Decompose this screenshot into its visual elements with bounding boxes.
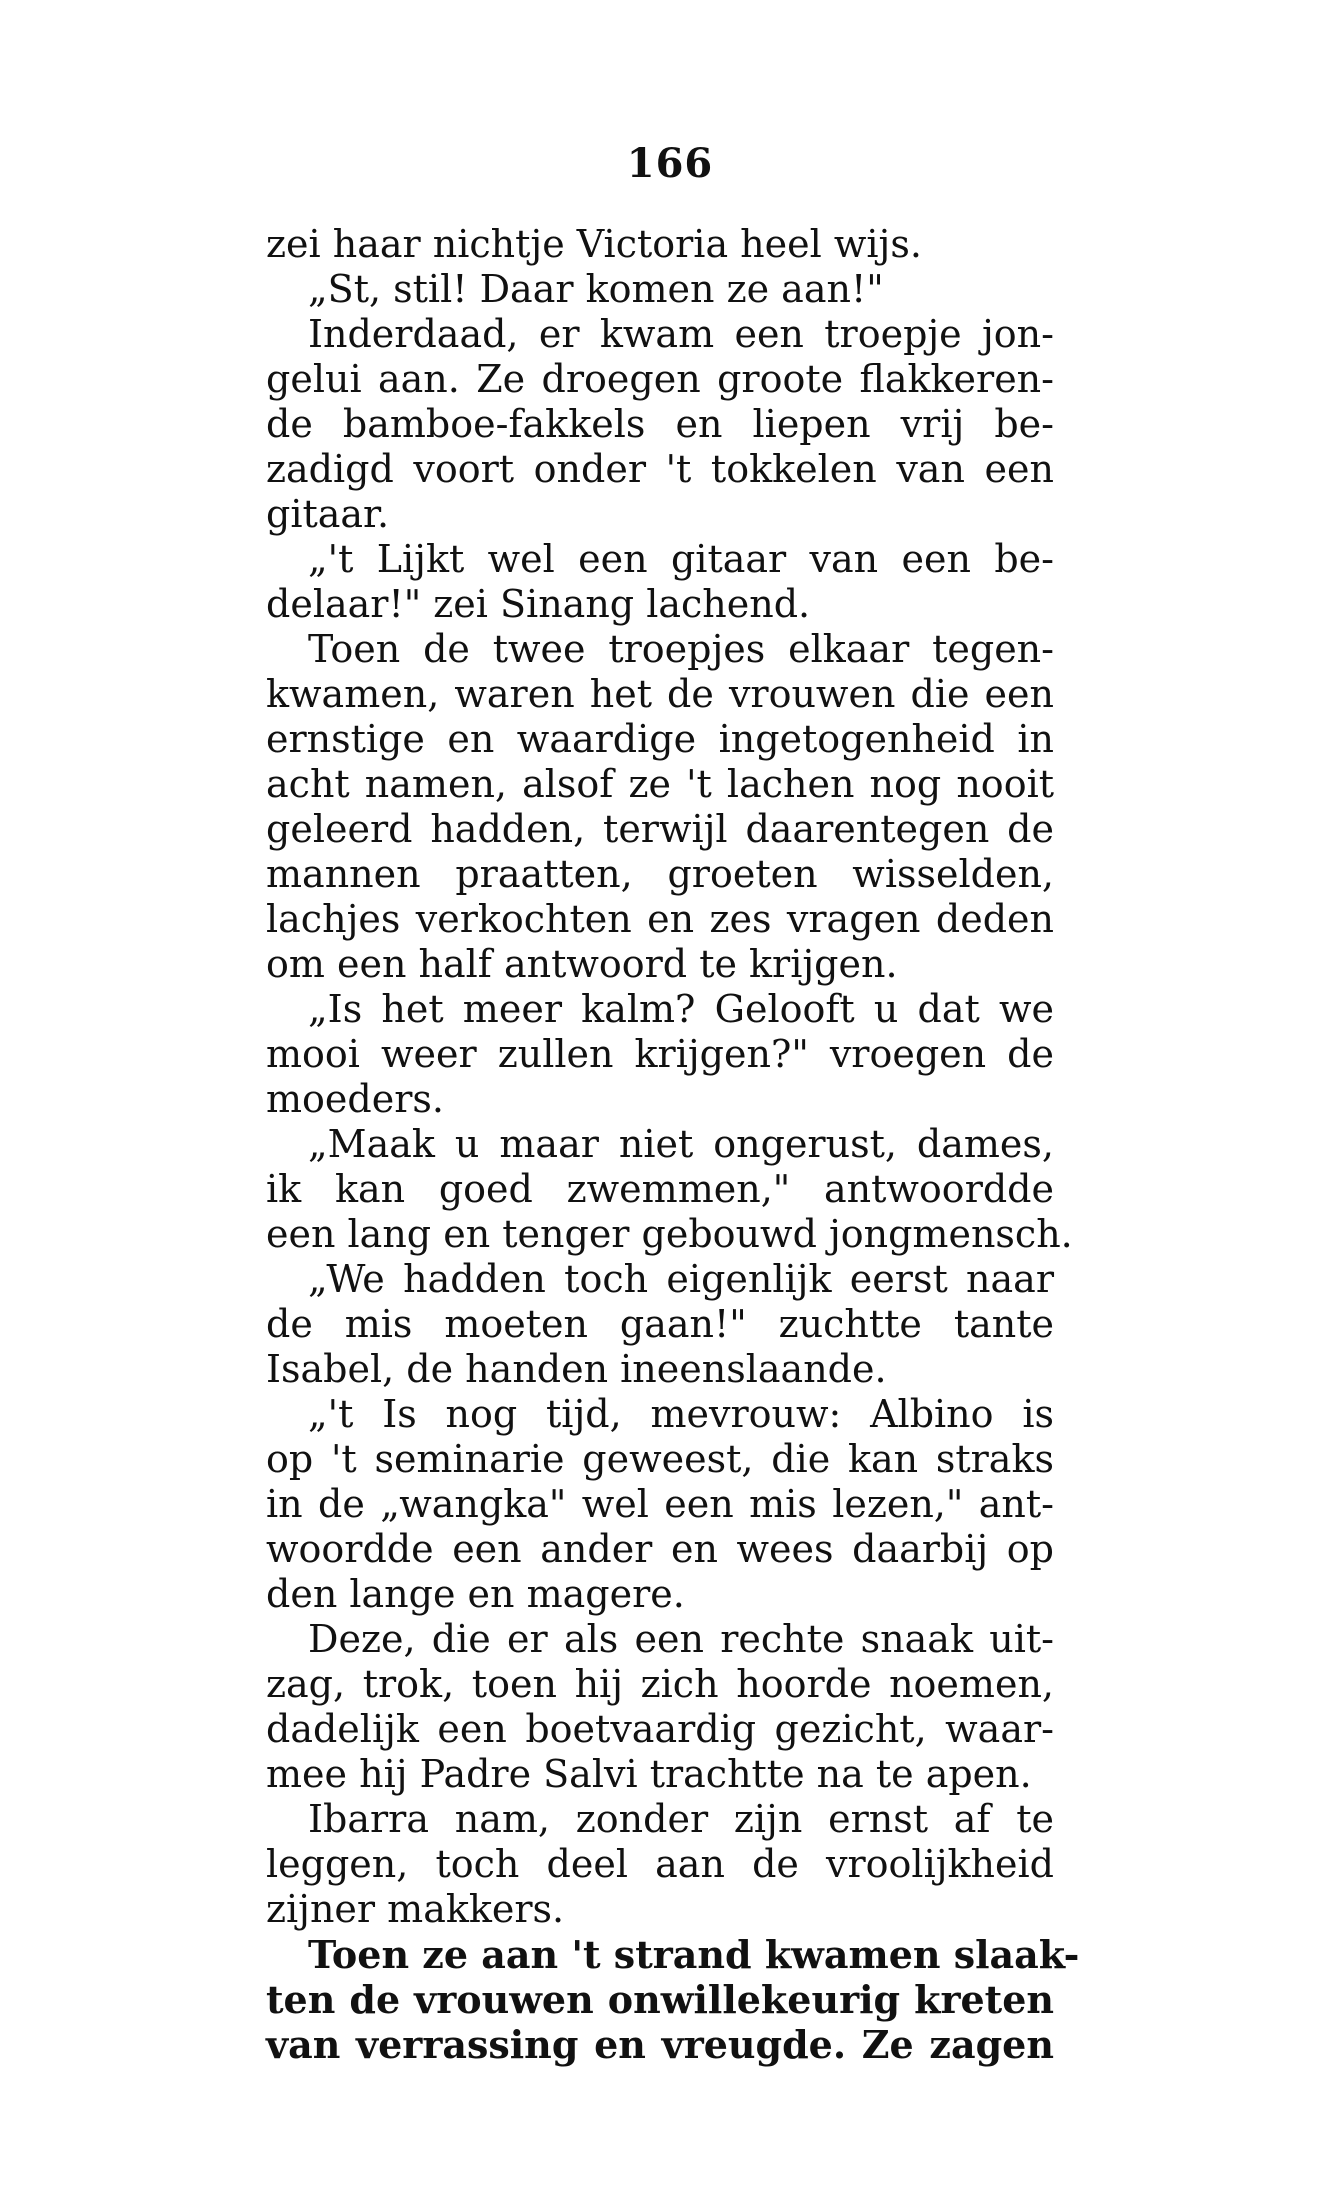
text-line: een lang en tenger gebouwd jongmensch. <box>266 1212 1073 1256</box>
text-line: mannen praatten, groeten wisselden, <box>266 852 1054 896</box>
text-line: Toen ze aan 't strand kwamen slaak- <box>308 1932 1080 1977</box>
text-line: om een half antwoord te krijgen. <box>266 942 898 986</box>
text-line: mooi weer zullen krijgen?" vroegen de <box>266 1032 1054 1076</box>
text-line: lachjes verkochten en zes vragen deden <box>266 897 1054 941</box>
page-number: 166 <box>626 140 714 187</box>
text-line: moeders. <box>266 1077 444 1121</box>
text-line: „Maak u maar niet ongerust, dames, <box>308 1122 1054 1166</box>
body-text <box>266 222 1080 2067</box>
text-line: Isabel, de handen ineenslaande. <box>266 1347 887 1391</box>
text-line: gitaar. <box>266 492 390 536</box>
text-line: zag, trok, toen hij zich hoorde noemen, <box>266 1662 1054 1706</box>
text-line: gelui aan. Ze droegen groote flakkeren- <box>266 357 1054 401</box>
text-line: „Is het meer kalm? Gelooft u dat we <box>308 987 1054 1031</box>
text-line: leggen, toch deel aan de vroolijkheid <box>266 1842 1054 1886</box>
text-line: de mis moeten gaan!" zuchtte tante <box>266 1302 1054 1346</box>
text-line: geleerd hadden, terwijl daarentegen de <box>266 807 1054 851</box>
text-line: zadigd voort onder 't tokkelen van een <box>266 447 1054 491</box>
text-line: „'t Lijkt wel een gitaar van een be- <box>308 537 1054 581</box>
text-line: zei haar nichtje Victoria heel wijs. <box>266 222 922 266</box>
text-line: dadelijk een boetvaardig gezicht, waar- <box>266 1707 1054 1751</box>
text-line: ernstige en waardige ingetogenheid in <box>266 717 1054 761</box>
text-line: Inderdaad, er kwam een troepje jon- <box>308 312 1054 356</box>
text-line: delaar!" zei Sinang lachend. <box>266 582 811 626</box>
text-line: den lange en magere. <box>266 1572 685 1616</box>
text-line: „We hadden toch eigenlijk eerst naar <box>308 1257 1054 1301</box>
text-line: op 't seminarie geweest, die kan straks <box>266 1437 1054 1481</box>
text-line: ik kan goed zwemmen," antwoordde <box>266 1167 1054 1211</box>
text-line: Deze, die er als een rechte snaak uit- <box>308 1617 1054 1661</box>
text-line: Ibarra nam, zonder zijn ernst af te <box>308 1797 1054 1841</box>
text-line: in de „wangka" wel een mis lezen," ant- <box>266 1482 1054 1526</box>
text-line: mee hij Padre Salvi trachtte na te apen. <box>266 1752 1032 1796</box>
text-line: de bamboe-fakkels en liepen vrij be- <box>266 402 1054 446</box>
text-line: woordde een ander en wees daarbij op <box>266 1527 1054 1571</box>
text-line: „'t Is nog tijd, mevrouw: Albino is <box>308 1392 1054 1436</box>
text-line: zijner makkers. <box>266 1887 565 1931</box>
text-line: van verrassing en vreugde. Ze zagen <box>266 2022 1054 2067</box>
text-line: Toen de twee troepjes elkaar tegen- <box>308 627 1054 671</box>
text-line: „St, stil! Daar komen ze aan!" <box>308 267 884 311</box>
text-line: acht namen, alsof ze 't lachen nog nooit <box>266 762 1054 806</box>
text-line: ten de vrouwen onwillekeurig kreten <box>266 1977 1054 2022</box>
text-line: kwamen, waren het de vrouwen die een <box>266 672 1054 716</box>
